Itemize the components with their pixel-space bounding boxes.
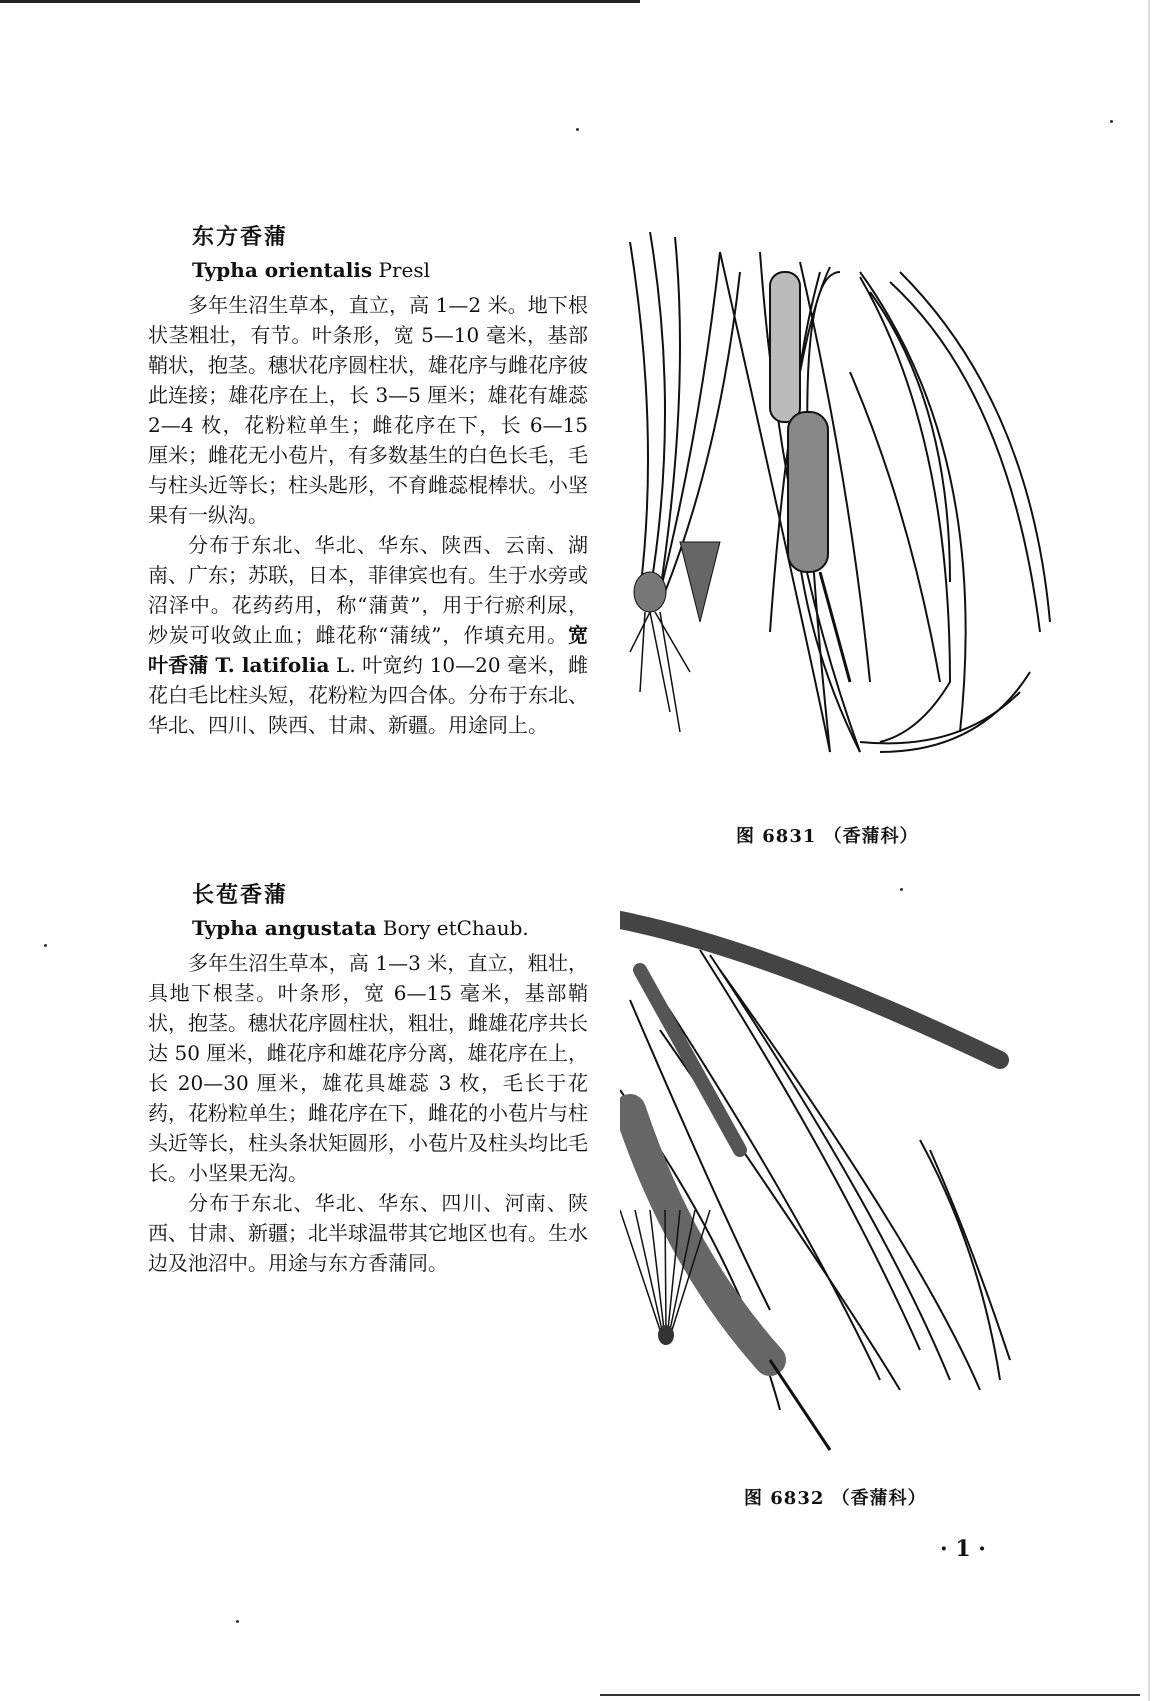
entry-typha-orientalis — [148, 222, 588, 740]
distribution-paragraph: 分布于东北、华北、华东、四川、河南、陕西、甘肃、新疆；北半球温带其它地区也有。生水边及池沼中。用途与东方香蒲同。 — [148, 1191, 588, 1275]
scan-speck — [236, 1620, 239, 1623]
cattail-illustration-2 — [620, 910, 1060, 1470]
latin-binomial: Typha angustata — [192, 916, 377, 940]
page-edge-top — [0, 0, 640, 3]
figure-6832-illustration — [620, 910, 1060, 1470]
related-latin-name: T. latifolia — [215, 653, 330, 677]
page-edge-bottom — [600, 1694, 1140, 1696]
latin-author: Bory etChaub. — [382, 916, 529, 940]
scan-speck — [1110, 120, 1113, 123]
figure-caption-6831: 图 6831 （香蒲科） — [736, 826, 919, 847]
related-cn-name: 宽叶香蒲 — [148, 623, 588, 677]
cattail-illustration-1 — [620, 232, 1060, 812]
related-author: L. — [336, 653, 356, 677]
page-number: · 1 · — [940, 1536, 986, 1562]
page-edge-right — [1148, 0, 1150, 1701]
distribution-text: 分布于东北、华北、华东、陕西、云南、湖南、广东；苏联，日本，菲律宾也有。生于水旁或沼泽中。花药药用，称“蒲黄”，用于行瘀利尿，炒炭可收敛止血；雌花称“蒲绒”，作填充用。 — [148, 533, 588, 647]
entry-typha-angustata — [148, 880, 588, 1278]
latin-author: Presl — [378, 258, 431, 282]
latin-binomial: Typha orientalis — [192, 258, 373, 282]
scan-speck — [44, 944, 47, 947]
figure-6831-illustration — [620, 232, 1060, 812]
distribution-paragraph — [148, 530, 588, 740]
scan-speck — [576, 128, 579, 131]
related-text: 叶宽约 10—20 毫米，雌花白毛比柱头短，花粉粒为四合体。分布于东北、华北、四川、陕西、甘肃、新疆。用途同上。 — [148, 653, 589, 737]
entry-latin-name — [192, 914, 588, 942]
scan-speck — [900, 888, 903, 891]
figure-caption-6832: 图 6832 （香蒲科） — [744, 1488, 927, 1509]
entry-latin-name — [192, 256, 588, 284]
description-paragraph: 多年生沼生草本，高 1—3 米，直立，粗壮，具地下根茎。叶条形，宽 6—15 毫米，基部鞘状，抱茎。穗状花序圆柱状，粗壮，雌雄花序共长达 50 厘米，雌花序和雄花序分离，雄花序在上，长 20—30 厘米，雄花具雄蕊 3 枚，毛长于花药，花粉粒单生；雌花序在下，雌花的小苞片与柱头近等长，柱头条状矩圆形，小苞片及柱头均比毛长。小坚果无沟。 — [148, 951, 588, 1185]
entry-cn-title: 长苞香蒲 — [192, 882, 289, 908]
description-paragraph: 多年生沼生草本，直立，高 1—2 米。地下根状茎粗壮，有节。叶条形，宽 5—10 毫米，基部鞘状，抱茎。穗状花序圆柱状，雄花序与雌花序彼此连接；雄花序在上，长 3—5 厘米；雄花有雄蕊 2—4 枚，花粉粒单生；雌花序在下，长 6—15 厘米；雌花无小苞片，有多数基生的白色长毛，毛与柱头近等长；柱头匙形，不育雌蕊棍棒状。小坚果有一纵沟。 — [148, 293, 588, 527]
entry-cn-title: 东方香蒲 — [192, 224, 289, 250]
